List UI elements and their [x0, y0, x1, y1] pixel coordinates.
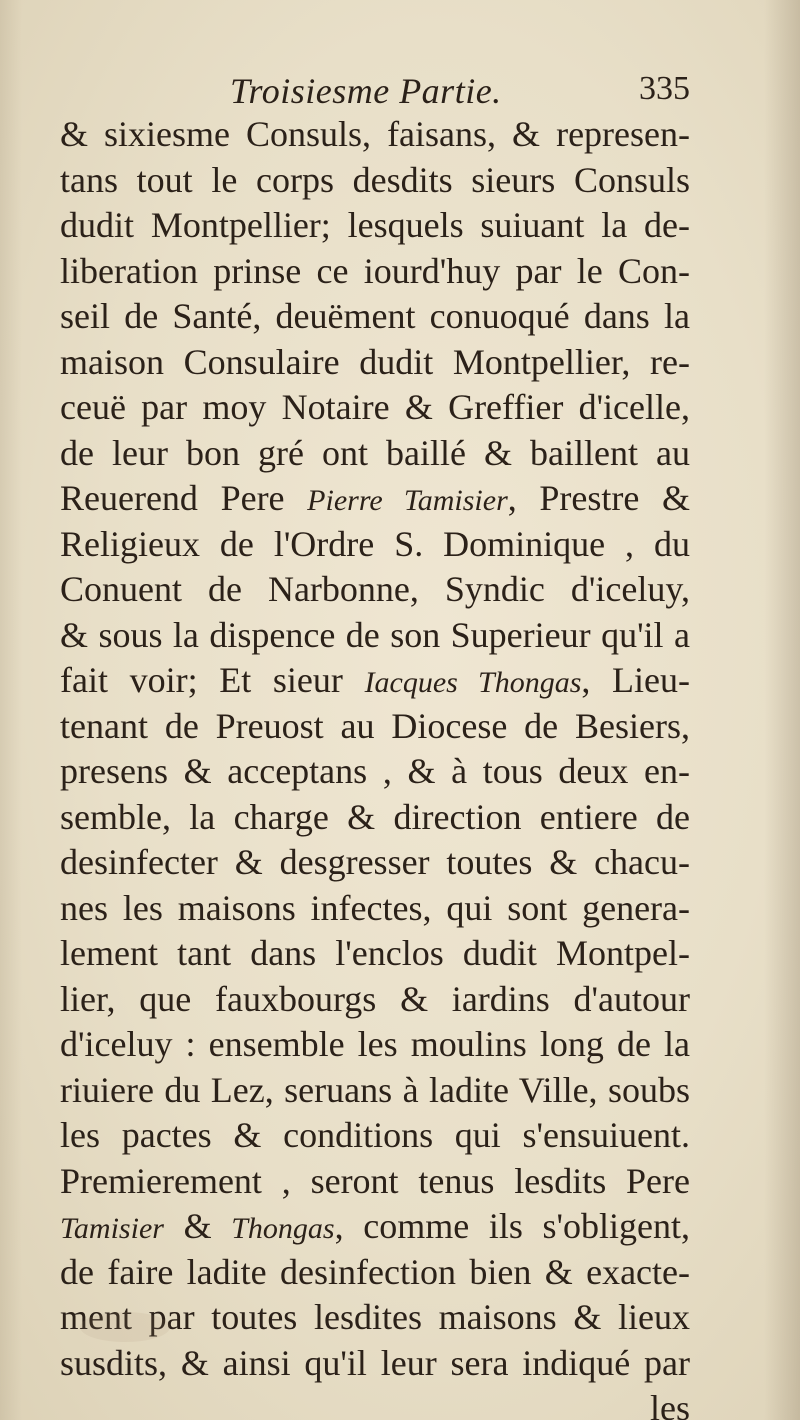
- text-line: Conuent de Narbonne, Syndic d'iceluy,: [60, 569, 690, 609]
- text-segment: , Lieu-: [581, 660, 690, 700]
- text-line: lier, que fauxbourgs & iardins d'autour: [60, 978, 690, 1019]
- page-number: 335: [639, 70, 690, 107]
- person-name-italic: Thongas: [231, 1212, 335, 1245]
- person-name-italic: Pierre Tamisier: [307, 484, 508, 517]
- text-line: ment par toutes lesdites maisons & lieux: [60, 1297, 690, 1337]
- text-line: presens & acceptans , & à tous deux en-: [60, 751, 690, 791]
- text-segment: fait voir; Et sieur: [60, 660, 365, 700]
- text-line: maison Consulaire dudit Montpellier, re-: [60, 341, 690, 382]
- text-line: [60, 1204, 690, 1250]
- text-segment: Reuerend Pere: [60, 478, 308, 518]
- text-line: Premierement , seront tenus lesdits Pere: [60, 1160, 690, 1201]
- text-line: lement tant dans l'enclos dudit Montpel-: [60, 933, 690, 973]
- text-line: riuiere du Lez, seruans à ladite Ville, soubs: [60, 1069, 690, 1110]
- text-line: tans tout le corps desdits sieurs Consuls: [60, 159, 690, 200]
- body-text: [60, 112, 690, 1420]
- text-line: susdits, & ainsi qu'il leur sera indiqué par: [60, 1342, 690, 1383]
- text-line: ceuë par moy Notaire & Greffier d'icelle,: [60, 387, 690, 427]
- person-name-italic: Tamisier: [60, 1212, 164, 1245]
- text-line: liberation prinse ce iourd'huy par le Con-: [60, 250, 690, 291]
- page-edge-shade: [764, 0, 800, 1420]
- text-line: de leur bon gré ont baillé & baillent au: [60, 432, 690, 473]
- text-line: semble, la charge & direction entiere de: [60, 796, 690, 837]
- person-name-italic: Iacques Thongas: [364, 666, 582, 699]
- text-line: & sous la dispence de son Superieur qu'il a: [60, 614, 690, 655]
- text-line: d'iceluy : ensemble les moulins long de la: [60, 1024, 690, 1064]
- text-line: seil de Santé, deuëment conuoqué dans la: [60, 296, 690, 336]
- text-segment: &: [163, 1206, 232, 1246]
- text-line: tenant de Preuost au Diocese de Besiers,: [60, 705, 690, 746]
- text-segment: , Prestre &: [507, 478, 690, 518]
- text-line: Religieux de l'Ordre S. Dominique , du: [60, 523, 690, 564]
- text-line: dudit Montpellier; lesquels suiuant la de-: [60, 205, 690, 245]
- text-segment: , comme ils s'obligent,: [334, 1206, 690, 1246]
- page-gutter-shade: [0, 0, 22, 1420]
- running-title: Troisiesme Partie.: [230, 71, 502, 111]
- catchword: les: [650, 1388, 690, 1420]
- text-line: [60, 658, 690, 704]
- text-line: [60, 476, 690, 522]
- text-line: & sixiesme Consuls, faisans, & represen-: [60, 114, 690, 154]
- text-line: de faire ladite desinfection bien & exacte-: [60, 1251, 690, 1292]
- text-line: nes les maisons infectes, qui sont genera-: [60, 887, 690, 928]
- text-line: les pactes & conditions qui s'ensuiuent.: [60, 1115, 690, 1155]
- text-line: desinfecter & desgresser toutes & chacu-: [60, 842, 690, 882]
- ink-smudge: [80, 1312, 170, 1342]
